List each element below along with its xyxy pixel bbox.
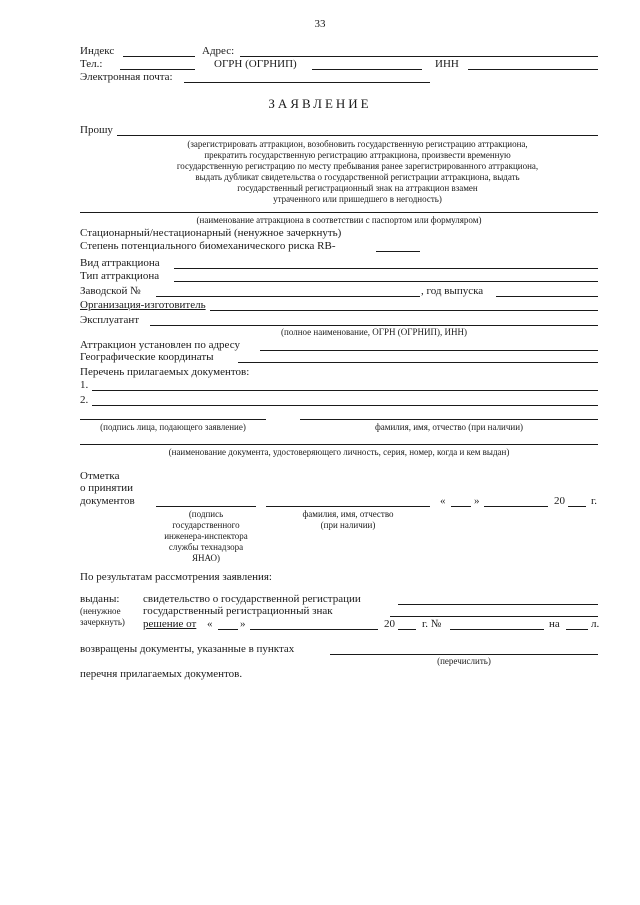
coords-label: Географические координаты — [80, 351, 214, 363]
decision-year-suffix: г. № — [422, 618, 442, 630]
request-hint-6: утраченного или пришедшего в негодность) — [273, 194, 442, 204]
year-label: , год выпуска — [421, 285, 484, 297]
signer-fio-field[interactable] — [300, 419, 598, 420]
request-hint-3: государственную регистрацию по месту пребывания ранее зарегистрированного аттракциона, — [176, 161, 539, 171]
signer-signature-hint: (подпись лица, подающего заявление) — [100, 422, 246, 432]
ogrn-label: ОГРН (ОГРНИП) — [214, 58, 297, 70]
request-field[interactable] — [117, 135, 598, 136]
year-field[interactable] — [496, 296, 598, 297]
address-label: Адрес: — [202, 45, 235, 57]
inspector-sign-hint-1: (подпись — [188, 509, 224, 519]
period-field[interactable] — [566, 629, 588, 630]
index-label: Индекс — [80, 45, 115, 57]
docs-list-label: Перечень прилагаемых документов: — [80, 366, 250, 378]
document-title: ЗАЯВЛЕНИЕ — [268, 96, 372, 111]
attraction-name-field[interactable] — [80, 212, 598, 213]
issued-label: выданы: — [80, 593, 120, 605]
manufacturer-label: Организация-изготовитель — [80, 299, 206, 311]
serial-label: Заводской № — [80, 285, 141, 297]
inspector-sign-hint-2: государственного — [172, 520, 240, 530]
manufacturer-field[interactable] — [210, 310, 598, 311]
inspector-sign-hint-3: инженера-инспектора — [164, 531, 248, 541]
acceptance-label-3: документов — [80, 495, 135, 507]
kind-label: Вид аттракциона — [80, 257, 160, 269]
doc-item-2-label: 2. — [80, 394, 89, 406]
operator-hint: (полное наименование, ОГРН (ОГРНИП), ИНН) — [281, 327, 467, 337]
decision-day-field[interactable] — [218, 629, 238, 630]
installed-field[interactable] — [260, 350, 598, 351]
signer-fio-hint: фамилия, имя, отчество (при наличии) — [374, 422, 524, 432]
sign-field[interactable] — [390, 616, 598, 617]
sign-label: государственный регистрационный знак — [143, 605, 333, 617]
request-hint-1: (зарегистрировать аттракцион, возобновить государственную регистрацию аттракциона, — [187, 139, 528, 149]
phone-label: Тел.: — [80, 58, 103, 70]
request-hint-2: прекратить государственную регистрацию аттракциона, произвести временную — [204, 150, 511, 160]
ogrn-field[interactable] — [312, 69, 422, 70]
email-field[interactable] — [184, 82, 430, 83]
inspector-sign-hint-4: службы технадзора — [168, 542, 244, 552]
doc-item-2-field[interactable] — [92, 405, 598, 406]
acceptance-year-field[interactable] — [568, 506, 586, 507]
risk-degree-label: Степень потенциального биомеханического риска RB- — [80, 240, 336, 252]
index-field[interactable] — [123, 56, 195, 57]
decision-quote-open: « — [207, 618, 213, 630]
decision-year-prefix: 20 — [384, 618, 395, 630]
attraction-name-hint: (наименование аттракциона в соответствии с паспортом или формуляром) — [196, 215, 482, 225]
decision-label: решение от — [143, 618, 197, 630]
installed-label: Аттракцион установлен по адресу — [80, 339, 240, 351]
strike-hint-1: (ненужное — [80, 606, 121, 616]
returned-label: возвращены документы, указанные в пунктах — [80, 643, 295, 655]
phone-field[interactable] — [120, 69, 195, 70]
coords-field[interactable] — [238, 362, 598, 363]
inspector-sign-hint-5: ЯНАО) — [191, 553, 221, 563]
type-label: Тип аттракциона — [80, 270, 160, 282]
acceptance-quote-open: « — [440, 495, 446, 507]
certificate-field[interactable] — [398, 604, 598, 605]
serial-field[interactable] — [156, 296, 420, 297]
id-document-field[interactable] — [80, 444, 598, 445]
id-document-hint: (наименование документа, удостоверяющего личность, серия, номер, когда и кем выдан) — [168, 447, 510, 457]
period-unit: л. — [591, 618, 600, 630]
decision-month-field[interactable] — [250, 629, 378, 630]
email-label: Электронная почта: — [80, 71, 173, 83]
operator-label: Эксплуатант — [80, 314, 140, 326]
acceptance-quote-close: » — [474, 495, 480, 507]
request-label: Прошу — [80, 124, 113, 136]
stationary-label: Стационарный/нестационарный (ненужное зачеркнуть) — [80, 227, 342, 239]
doc-item-1-field[interactable] — [92, 390, 598, 391]
doc-item-1-label: 1. — [80, 379, 89, 391]
acceptance-year-suffix: г. — [591, 495, 598, 507]
inspector-signature-field[interactable] — [156, 506, 256, 507]
address-field[interactable] — [240, 56, 598, 57]
kind-field[interactable] — [174, 268, 598, 269]
acceptance-label-1: Отметка — [80, 470, 120, 482]
docs-list-tail: перечня прилагаемых документов. — [80, 668, 243, 680]
decision-year-field[interactable] — [398, 629, 416, 630]
enumerate-hint: (перечислить) — [437, 656, 491, 666]
acceptance-year-prefix: 20 — [554, 495, 565, 507]
inspector-fio-hint-1: фамилия, имя, отчество — [302, 509, 394, 519]
page-number: 33 — [314, 18, 326, 30]
inspector-fio-hint-2: (при наличии) — [320, 520, 376, 530]
results-heading: По результатам рассмотрения заявления: — [80, 571, 272, 583]
acceptance-month-field[interactable] — [484, 506, 548, 507]
inspector-fio-field[interactable] — [266, 506, 430, 507]
period-label: на — [549, 618, 560, 630]
acceptance-label-2: о принятии — [80, 482, 134, 494]
type-field[interactable] — [174, 281, 598, 282]
returned-field[interactable] — [330, 654, 598, 655]
acceptance-day-field[interactable] — [451, 506, 471, 507]
request-hint-4: выдать дубликат свидетельства о государственной регистрации аттракциона, выдать — [195, 172, 520, 182]
request-hint-5: государственный регистрационный знак на аттракцион взамен — [237, 183, 478, 193]
strike-hint-2: зачеркнуть) — [80, 617, 125, 627]
decision-number-field[interactable] — [450, 629, 544, 630]
inn-label: ИНН — [435, 58, 459, 70]
signer-signature-field[interactable] — [80, 419, 266, 420]
risk-degree-field[interactable] — [376, 251, 420, 252]
inn-field[interactable] — [468, 69, 598, 70]
certificate-label: свидетельство о государственной регистрации — [143, 593, 361, 605]
decision-quote-close: » — [240, 618, 246, 630]
operator-field[interactable] — [150, 325, 598, 326]
